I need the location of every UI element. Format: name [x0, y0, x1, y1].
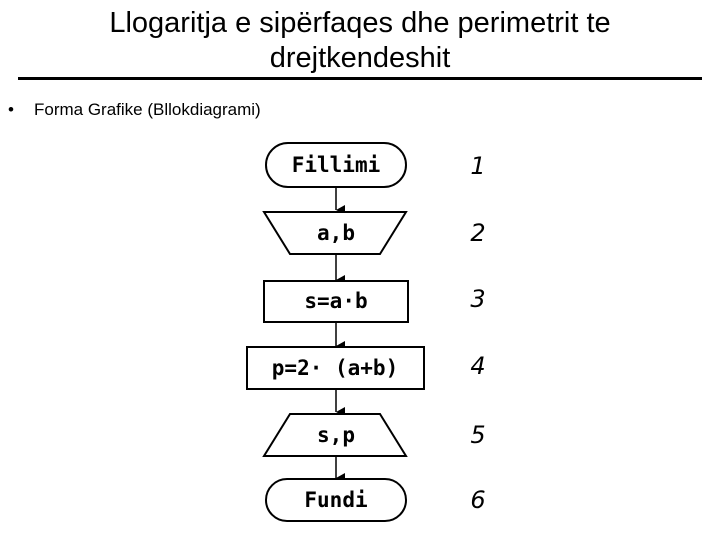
area-process-label: s=a·b: [304, 289, 368, 313]
step-number-3: 3: [470, 285, 486, 313]
step-number-4: 4: [470, 352, 486, 380]
perimeter-process-label: p=2· (a+b): [271, 356, 399, 380]
end-terminal-label: Fundi: [304, 488, 368, 512]
slide-title-line-1: Llogaritja e sipërfaqes dhe perimetrit te: [109, 7, 611, 39]
slide-title-line-2: drejtkendeshit: [269, 42, 451, 74]
step-number-2: 2: [470, 219, 486, 247]
step-number-6: 6: [470, 486, 486, 514]
start-terminal-label: Fillimi: [291, 153, 381, 177]
bullet-dot-icon: •: [8, 100, 14, 119]
step-number-5: 5: [470, 421, 486, 449]
output-label: s,p: [317, 423, 355, 447]
input-label: a,b: [317, 221, 355, 245]
bullet-text: Forma Grafike (Bllokdiagrami): [34, 100, 261, 119]
step-number-1: 1: [470, 152, 486, 180]
